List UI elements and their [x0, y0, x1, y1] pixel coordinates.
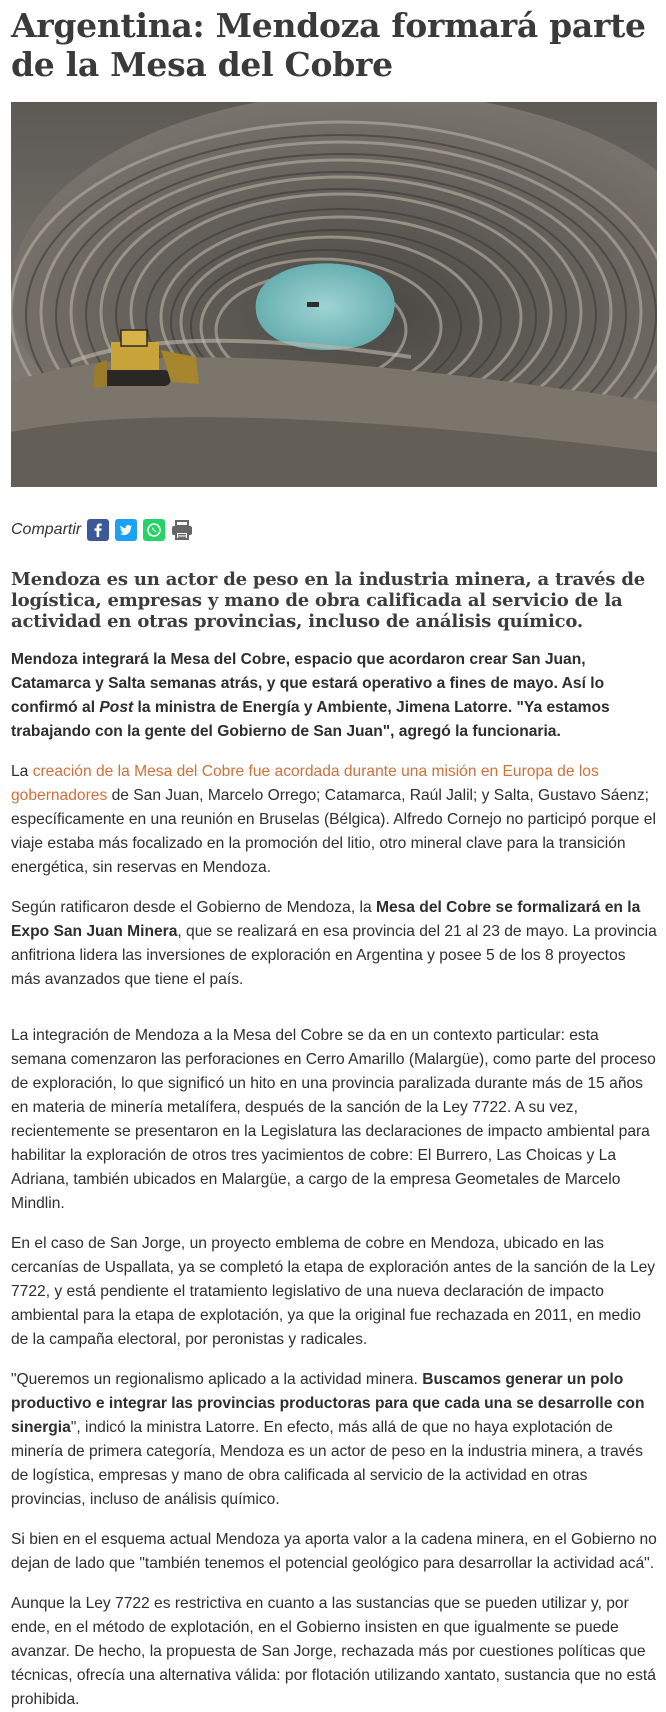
- print-icon[interactable]: [171, 519, 193, 541]
- paragraph-2: La creación de la Mesa del Cobre fue acordada durante una misión en Europa de los gobernadores de San Juan, Marcelo Orrego; Catamarca, Raúl Jalil; y Salta, Gustavo Sáenz; específicamente en una reunión en Bruselas (Bélgica). Alfredo Cornejo no participó porque el viaje estaba más focalizado en la promoción del litio, otro mineral clave para la transición energética, sin reservas en Mendoza.: [11, 763, 656, 876]
- paragraph-4: La integración de Mendoza a la Mesa del Cobre se da en un contexto particular: esta semana comenzaron las perforaciones en Cerro Amarillo (Malargüe), como parte del proceso de exploración, lo que significó un hito en una provincia paralizada durante más de 15 años en materia de minería metalífera, después de la sanción de la Ley 7722. A su vez, recientemente se presentaron en la Legislatura las declaraciones de impacto ambiental para habilitar la exploración de otros tres yacimientos de cobre: El Burrero, Las Choicas y La Adriana, también ubicados en Malargüe, a cargo de la empresa Geometales de Marcelo Mindlin.: [11, 1027, 656, 1212]
- paragraph-8: Aunque la Ley 7722 es restrictiva en cuanto a las sustancias que se pueden utilizar y, por ende, en el método de explotación, en el Gobierno insisten en que igualmente se puede avanzar. De hecho, la propuesta de San Jorge, rechazada más por cuestiones políticas que técnicas, ofrecía una alternativa válida: por flotación utilizando xantato, sustancia que no está prohibida.: [11, 1595, 656, 1708]
- article-title: Argentina: Mendoza formará parte de la Mesa del Cobre: [11, 6, 646, 84]
- paragraph-5: En el caso de San Jorge, un proyecto emblema de cobre en Mendoza, ubicado en las cercanías de Uspallata, ya se completó la etapa de exploración antes de la sanción de la Ley 7722, y está pendiente el tratamiento legislativo de una nueva declaración de impacto ambiental para la etapa de explotación, ya que la original fue rechazada en 2011, en medio de la campaña electoral, por peronistas y radicales.: [11, 1235, 656, 1348]
- whatsapp-icon[interactable]: [143, 519, 165, 541]
- article-body: [11, 648, 657, 1712]
- twitter-icon[interactable]: [115, 519, 137, 541]
- article-subtitle: Mendoza es un actor de peso en la industria minera, a través de logística, empresas y mano de obra calificada al servicio de la actividad en otras provincias, incluso de análisis químico.: [11, 569, 646, 632]
- paragraph-7: Si bien en el esquema actual Mendoza ya aporta valor a la cadena minera, en el Gobierno no dejan de lado que "también tenemos el potencial geológico para desarrollar la actividad acá".: [11, 1531, 657, 1572]
- paragraph-6: "Queremos un regionalismo aplicado a la actividad minera. Buscamos generar un polo productivo e integrar las provincias productoras para que cada una se desarrolle con sinergia", indicó la ministra Latorre. En efecto, más allá de que no haya explotación de minería de primera categoría, Mendoza es un actor de peso en la industria minera, a través de logística, empresas y mano de obra calificada al servicio de la actividad en otras provincias, incluso de análisis químico.: [11, 1371, 645, 1508]
- hero-image: [11, 102, 657, 487]
- paragraph-1: Mendoza integrará la Mesa del Cobre, espacio que acordaron crear San Juan, Catamarca y Salta semanas atrás, y que estará operativo a fines de mayo. Así lo confirmó al Post la ministra de Energía y Ambiente, Jimena Latorre. "Ya estamos trabajando con la gente del Gobierno de San Juan", agregó la funcionaria.: [11, 651, 610, 740]
- share-label: Compartir: [11, 521, 82, 538]
- mesa-del-cobre-link[interactable]: creación de la Mesa del Cobre fue acordada durante una misión en Europa de los gobernadores: [11, 763, 599, 804]
- share-bar: [11, 517, 657, 543]
- paragraph-3: Según ratificaron desde el Gobierno de Mendoza, la Mesa del Cobre se formalizará en la Expo San Juan Minera, que se realizará en esa provincia del 21 al 23 de mayo. La provincia anfitriona lidera las inversiones de exploración en Argentina y posee 5 de los 8 proyectos más avanzados que tiene el país.: [11, 899, 657, 988]
- facebook-icon[interactable]: [87, 519, 109, 541]
- article: [11, 6, 657, 1712]
